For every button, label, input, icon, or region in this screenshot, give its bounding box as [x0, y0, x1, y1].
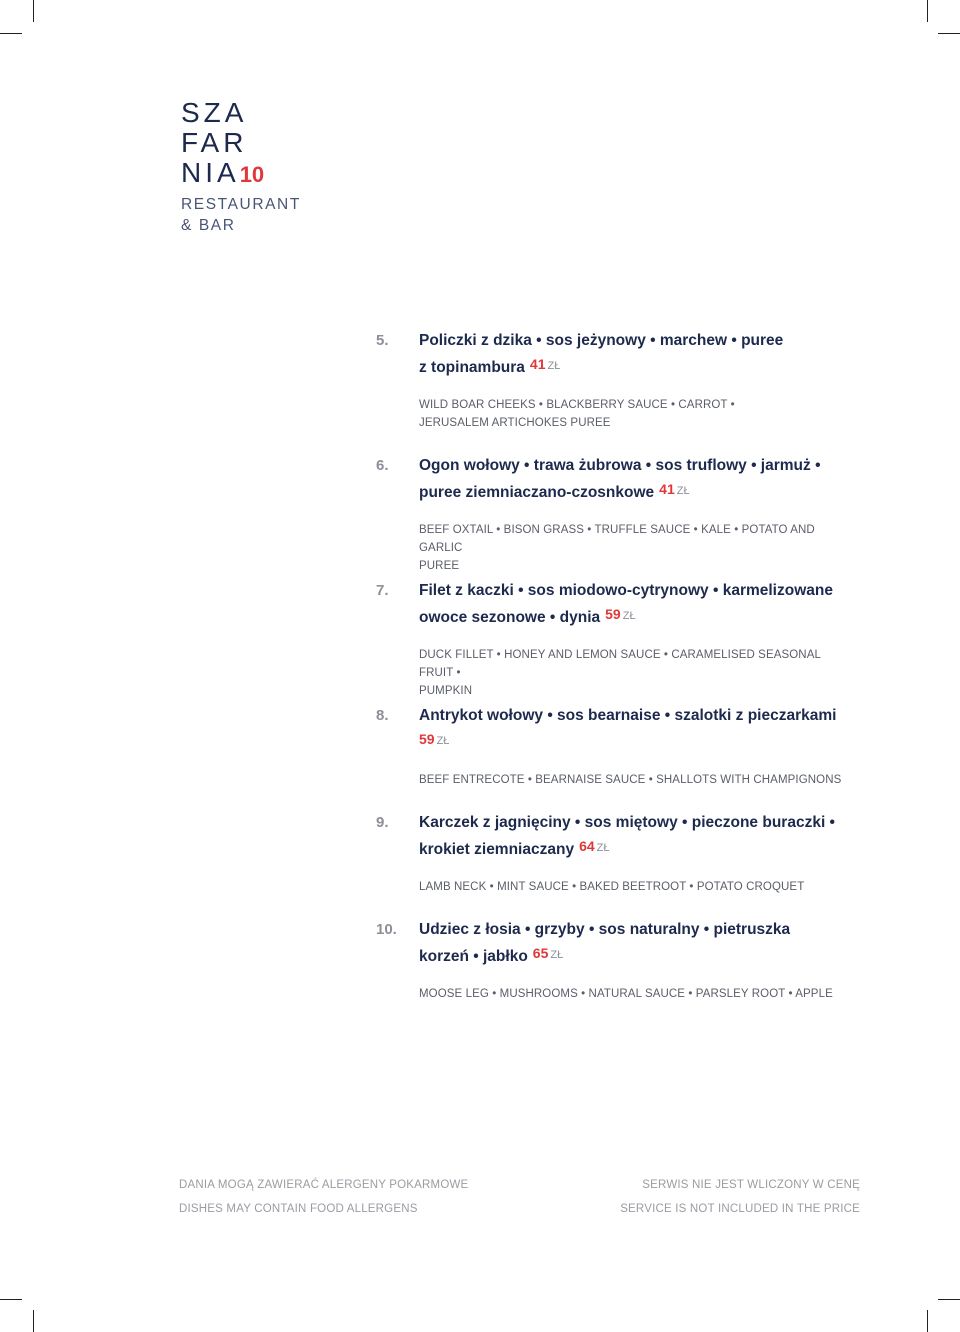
item-name-pl-line2: owoce sezonowe • dynia — [419, 609, 601, 626]
menu-item — [376, 702, 856, 789]
currency-label: ZŁ — [596, 842, 610, 854]
crop-mark — [0, 1299, 22, 1300]
item-price: 59 — [605, 606, 621, 622]
logo-line-2: FAR — [181, 127, 248, 158]
item-name-pl — [419, 452, 856, 508]
item-name-en-line1: LAMB NECK • MINT SAUCE • BAKED BEETROOT • POTATO CROQUET — [419, 881, 805, 893]
crop-mark — [938, 1299, 960, 1300]
item-name-pl-line1: Udziec z łosia • grzyby • sos naturalny • pietruszka — [419, 921, 791, 938]
menu-item — [376, 809, 856, 896]
logo-line-3-text: NIA — [181, 157, 240, 188]
item-number: 9. — [376, 814, 389, 831]
item-number: 7. — [376, 582, 389, 599]
item-price: 41 — [529, 356, 546, 372]
item-name-en — [419, 646, 856, 700]
item-name-en-line2: JERUSALEM ARTICHOKES PUREE — [419, 417, 611, 429]
item-name-pl-line1: Karczek z jagnięciny • sos miętowy • pieczone buraczki • — [419, 814, 835, 831]
logo-subtitle-restaurant: RESTAURANT — [181, 196, 301, 213]
allergens-note-pl: DANIA MOGĄ ZAWIERAĆ ALERGENY POKARMOWE — [179, 1179, 469, 1191]
item-number: 5. — [376, 332, 389, 349]
item-name-en — [419, 396, 856, 432]
crop-mark — [927, 0, 928, 22]
item-name-en — [419, 878, 856, 896]
item-name-pl-line1: Filet z kaczki • sos miodowo-cytrynowy • karmelizowane — [419, 582, 833, 599]
item-name-pl-line2: korzeń • jabłko — [419, 948, 528, 965]
menu-item — [376, 577, 856, 700]
item-number: 8. — [376, 707, 389, 724]
item-name-pl-line1: Ogon wołowy • trawa żubrowa • sos truflowy • jarmuż • — [419, 457, 821, 474]
item-name-en-line2: PUREE — [419, 560, 460, 572]
logo-badge: 10 — [239, 162, 265, 187]
item-name-pl — [419, 916, 856, 972]
item-name-en-line1: BEEF OXTAIL • BISON GRASS • TRUFFLE SAUCE • KALE • POTATO AND GARLIC — [419, 524, 815, 554]
item-name-pl-line2: z topinambura — [419, 359, 525, 376]
item-name-en — [419, 985, 856, 1003]
service-note-pl: SERWIS NIE JEST WLICZONY W CENĘ — [642, 1179, 860, 1191]
item-name-en — [419, 521, 856, 575]
menu-item — [376, 452, 856, 575]
item-name-en-line1: BEEF ENTRECOTE • BEARNAISE SAUCE • SHALLOTS WITH CHAMPIGNONS — [419, 774, 842, 786]
currency-label: ZŁ — [436, 735, 450, 747]
item-name-pl-line1: Antrykot wołowy • sos bearnaise • szalotki z pieczarkami — [419, 707, 837, 724]
logo-line-3 — [181, 158, 301, 188]
item-name-pl — [419, 702, 856, 758]
item-name-pl — [419, 577, 856, 633]
item-name-en-line2: PUMPKIN — [419, 685, 473, 697]
crop-mark — [33, 0, 34, 22]
allergens-note-en: DISHES MAY CONTAIN FOOD ALLERGENS — [179, 1203, 418, 1215]
currency-label: ZŁ — [547, 360, 561, 372]
item-name-pl — [419, 809, 856, 865]
crop-mark — [0, 33, 22, 34]
item-name-pl-line1: Policzki z dzika • sos jeżynowy • marchew • puree — [419, 332, 784, 349]
item-name-pl-line2: puree ziemniaczano-czosnkowe — [419, 484, 655, 501]
item-number: 10. — [376, 921, 397, 938]
item-price: 41 — [659, 481, 675, 497]
logo-subtitle-bar: & BAR — [181, 217, 236, 234]
item-name-en-line1: MOOSE LEG • MUSHROOMS • NATURAL SAUCE • PARSLEY ROOT • APPLE — [419, 988, 833, 1000]
currency-label: ZŁ — [676, 485, 690, 497]
crop-mark — [33, 1310, 34, 1332]
item-name-en-line1: WILD BOAR CHEEKS • BLACKBERRY SAUCE • CARROT • — [419, 399, 735, 411]
service-note-en: SERVICE IS NOT INCLUDED IN THE PRICE — [620, 1203, 860, 1215]
item-price: 64 — [579, 838, 595, 854]
crop-mark — [927, 1310, 928, 1332]
item-name-pl-line2: krokiet ziemniaczany — [419, 841, 575, 858]
item-name-en — [419, 771, 856, 789]
item-number: 6. — [376, 457, 389, 474]
currency-label: ZŁ — [622, 610, 636, 622]
logo-line-1: SZA — [181, 97, 248, 128]
item-price: 59 — [419, 731, 435, 747]
menu-item — [376, 916, 856, 1003]
currency-label: ZŁ — [550, 949, 564, 961]
item-price: 65 — [532, 945, 549, 961]
item-name-pl — [419, 327, 856, 383]
crop-mark — [938, 33, 960, 34]
brand-logo — [181, 98, 301, 236]
menu-item — [376, 327, 856, 432]
item-name-en-line1: DUCK FILLET • HONEY AND LEMON SAUCE • CARAMELISED SEASONAL FRUIT • — [419, 649, 821, 679]
